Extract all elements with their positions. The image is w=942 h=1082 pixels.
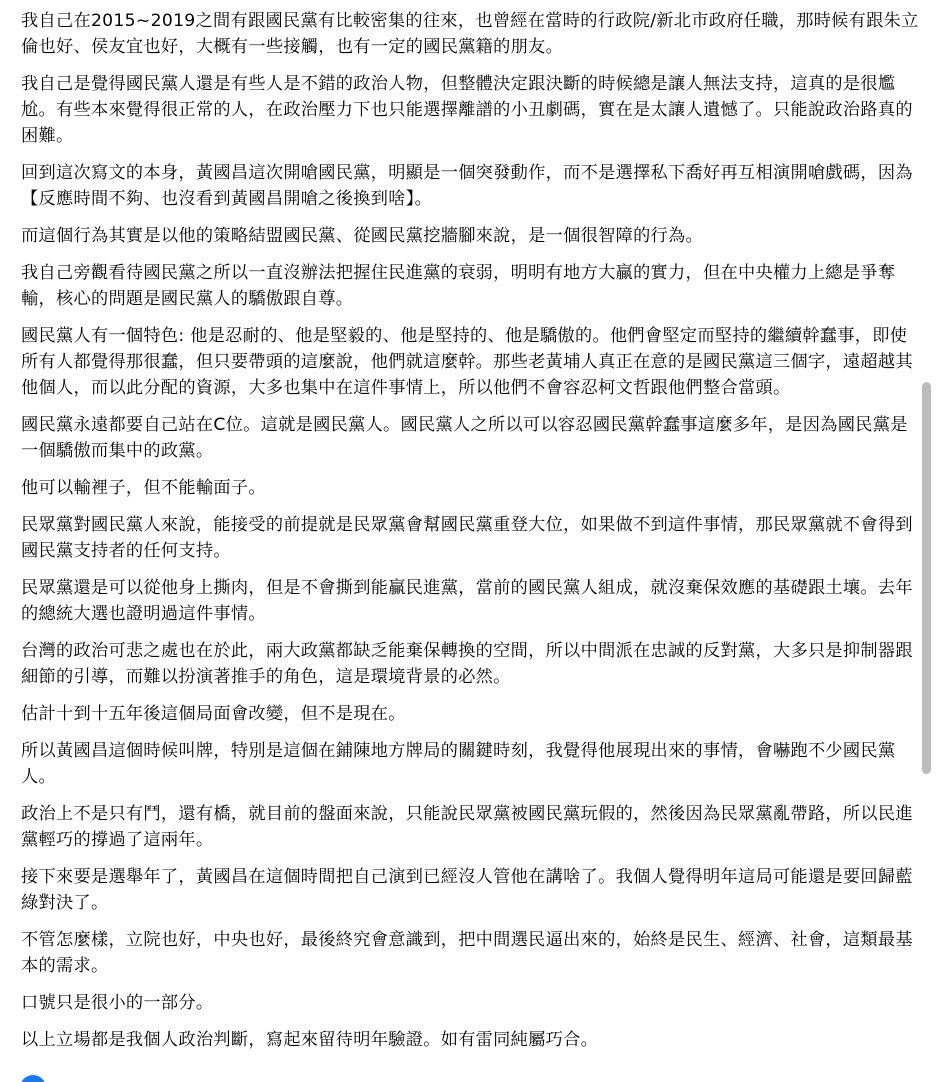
post-paragraph: 政治上不是只有鬥，還有橋，就目前的盤面來說，只能說民眾黨被國民黨玩假的，然後因為民眾黨亂帶路，所以民進黨輕巧的撐過了這兩年。	[21, 804, 913, 850]
post-paragraph: 估計十到十五年後這個局面會改變，但不是現在。	[21, 704, 406, 724]
post-paragraph: 國民黨永遠都要自己站在C位。這就是國民黨人。國民黨人之所以可以容忍國民黨幹蠢事這麼多年，是因為國民黨是一個驕傲而集中的政黨。	[21, 415, 908, 461]
post-paragraph: 口號只是很小的一部分。	[21, 993, 214, 1013]
post-paragraph: 接下來要是選舉年了，黃國昌在這個時間把自己演到已經沒人管他在講啥了。我個人覺得明年這局可能還是要回歸藍綠對決了。	[21, 867, 913, 913]
avatar[interactable]	[20, 1075, 46, 1082]
post-body	[21, 8, 921, 1064]
post-paragraph: 不管怎麼樣，立院也好，中央也好，最後終究會意識到，把中間選民逼出來的，始終是民生、經濟、社會，這類最基本的需求。	[21, 930, 913, 976]
post-paragraph: 民眾黨對國民黨人來說，能接受的前提就是民眾黨會幫國民黨重登大位，如果做不到這件事情，那民眾黨就不會得到國民黨支持者的任何支持。	[21, 515, 913, 561]
post-paragraph: 台灣的政治可悲之處也在於此，兩大政黨都缺乏能棄保轉換的空間，所以中間派在忠誠的反對黨，大多只是抑制器跟細節的引導，而難以扮演著推手的角色，這是環境背景的必然。	[21, 641, 913, 687]
post-paragraph: 我自己在2015~2019之間有跟國民黨有比較密集的往來，也曾經在當時的行政院/新北市政府任職，那時候有跟朱立倫也好、侯友宜也好，大概有一些接觸，也有一定的國民黨籍的朋友。	[21, 11, 919, 57]
post-paragraph: 所以黃國昌這個時候叫牌，特別是這個在鋪陳地方牌局的關鍵時刻，我覺得他展現出來的事情，會嚇跑不少國民黨人。	[21, 741, 896, 787]
post-paragraph: 民眾黨還是可以從他身上撕肉，但是不會撕到能贏民進黨，當前的國民黨人組成，就沒棄保效應的基礎跟土壤。去年的總統大選也證明過這件事情。	[21, 578, 913, 624]
post-paragraph: 我自己是覺得國民黨人還是有些人是不錯的政治人物，但整體決定跟決斷的時候總是讓人無法支持，這真的是很尷尬。有些本來覺得很正常的人，在政治壓力下也只能選擇離譜的小丑劇碼，實在是太讓人遺憾了。只能說政治路真的困難。	[21, 74, 913, 146]
post-paragraph: 回到這次寫文的本身，黃國昌這次開嗆國民黨，明顯是一個突發動作，而不是選擇私下喬好再互相演開嗆戲碼，因為【反應時間不夠、也沒看到黃國昌開嗆之後換到啥】。	[21, 163, 913, 209]
post-paragraph: 而這個行為其實是以他的策略結盟國民黨、從國民黨挖牆腳來說，是一個很智障的行為。	[21, 226, 704, 246]
scrollbar-thumb[interactable]	[922, 382, 931, 774]
post-paragraph: 以上立場都是我個人政治判斷，寫起來留待明年驗證。如有雷同純屬巧合。	[21, 1030, 599, 1050]
post-paragraph: 他可以輸裡子，但不能輸面子。	[21, 478, 266, 498]
post-paragraph: 我自己旁觀看待國民黨之所以一直沒辦法把握住民進黨的衰弱，明明有地方大贏的實力，但在中央權力上總是爭奪輸，核心的問題是國民黨人的驕傲跟自尊。	[21, 263, 896, 309]
post-paragraph: 國民黨人有一個特色: 他是忍耐的、他是堅毅的、他是堅持的、他是驕傲的。他們會堅定而堅持的繼續幹蠢事，即使所有人都覺得那很蠢，但只要帶頭的這麼說，他們就這麼幹。那些老黃埔人真正在意的是國民黨這三個字，遠超越其他個人，而以此分配的資源，大多也集中在這件事情上，所以他們不會容忍柯文哲跟他們整合當頭。	[21, 326, 913, 398]
scrollbar[interactable]	[921, 0, 933, 1082]
